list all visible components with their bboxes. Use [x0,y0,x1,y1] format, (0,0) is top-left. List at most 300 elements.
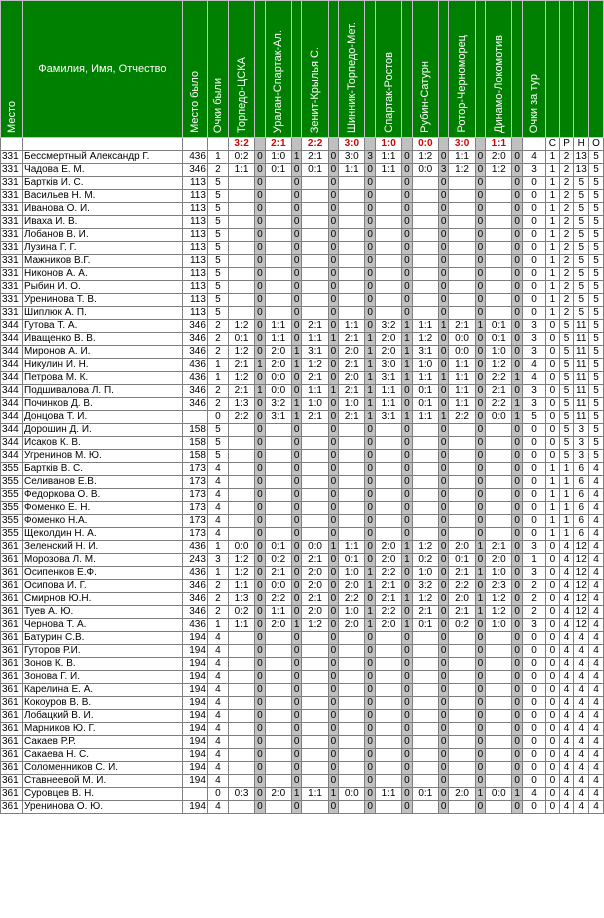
cell-prediction [375,216,401,229]
cell-match-points: 0 [365,593,376,606]
cell-match-points: 0 [255,684,266,697]
cell-match-points: 0 [512,385,523,398]
cell-prediction [265,424,291,437]
cell-prediction [449,281,475,294]
cell-prev-points: 3 [207,554,228,567]
cell-prediction [302,749,328,762]
cell-prediction: 2:0 [302,580,328,593]
cell-match-points: 0 [291,333,302,346]
cell-match-points: 0 [328,294,339,307]
cell-prediction [375,736,401,749]
table-row [1,359,604,372]
cell-match-points: 0 [328,502,339,515]
cell-match-points: 1 [402,320,413,333]
cell-prediction: 1:2 [486,359,512,372]
cell-prev-points: 4 [207,463,228,476]
cell-stat: 5 [559,359,574,372]
cell-match-points: 0 [365,294,376,307]
cell-match-points: 0 [438,710,449,723]
stat-header-o: О [589,138,604,151]
cell-match-points: 0 [328,307,339,320]
cell-match-points: 0 [438,619,449,632]
cell-match-points: 0 [438,801,449,814]
cell-prediction: 2:2 [486,398,512,411]
cell-prev-place: 194 [182,801,207,814]
cell-prediction [412,671,438,684]
cell-stat: 5 [589,281,604,294]
cell-match-points: 0 [512,645,523,658]
cell-tour-points: 0 [522,515,545,528]
cell-match-points: 0 [291,229,302,242]
cell-prediction: 1:2 [486,606,512,619]
cell-match-points: 0 [512,502,523,515]
cell-stat: 4 [589,645,604,658]
cell-place: 361 [1,723,23,736]
cell-match-points: 0 [475,723,486,736]
cell-match-points: 0 [328,658,339,671]
cell-prediction [486,645,512,658]
cell-prev-place: 346 [182,593,207,606]
cell-prediction [375,658,401,671]
cell-name: Никулин И. Н. [23,359,183,372]
cell-stat: 4 [589,619,604,632]
cell-prediction: 1:1 [228,619,254,632]
cell-stat: 4 [589,528,604,541]
cell-match-points: 0 [402,268,413,281]
cell-prediction [375,307,401,320]
cell-prediction [412,242,438,255]
header-match-3: Зенит-Крылья С. [309,46,322,133]
cell-prediction [449,775,475,788]
table-row [1,216,604,229]
cell-place: 361 [1,788,23,801]
cell-prediction [412,762,438,775]
cell-prediction: 1:3 [228,593,254,606]
cell-prediction [412,476,438,489]
table-row [1,736,604,749]
cell-stat: 13 [575,164,587,175]
cell-match-points: 0 [255,502,266,515]
result-7: 3:0 [449,138,475,151]
cell-match-points: 0 [438,255,449,268]
cell-stat: 5 [559,333,574,346]
cell-prediction [412,177,438,190]
cell-prediction [412,658,438,671]
cell-stat: 11 [574,411,589,424]
cell-stat: 4 [559,697,574,710]
cell-match-points: 0 [512,554,523,567]
cell-stat: 5 [589,359,604,372]
cell-prediction: 3:2 [412,580,438,593]
cell-match-points: 0 [475,424,486,437]
cell-prev-place: 194 [182,671,207,684]
cell-prev-place: 113 [182,203,207,216]
cell-match-points: 0 [438,632,449,645]
cell-prev-points: 2 [207,164,228,177]
cell-prediction: 1:1 [375,385,401,398]
table-body [1,151,604,814]
cell-match-points: 0 [255,723,266,736]
cell-tour-points: 3 [522,164,545,177]
cell-prediction: 2:1 [302,593,328,606]
cell-match-points: 0 [291,281,302,294]
cell-match-points: 0 [475,450,486,463]
cell-prediction: 1:0 [265,151,291,164]
cell-stat: 4 [589,567,604,580]
cell-match-points: 0 [438,671,449,684]
cell-prediction [339,476,365,489]
cell-prediction: 2:0 [302,567,328,580]
cell-prediction [449,723,475,736]
cell-prev-points: 5 [207,255,228,268]
cell-prev-place: 173 [182,476,207,489]
cell-stat: 12 [575,541,587,552]
cell-prediction: 2:1 [265,567,291,580]
cell-prediction [265,476,291,489]
cell-prev-points: 2 [207,346,228,359]
cell-match-points: 0 [402,463,413,476]
cell-stat: 1 [559,502,574,515]
cell-stat: 0 [546,450,560,463]
cell-prev-place: 113 [182,281,207,294]
cell-stat: 1 [559,515,574,528]
cell-stat: 5 [559,385,574,398]
cell-prediction [412,424,438,437]
cell-prediction [302,801,328,814]
cell-stat: 5 [589,268,604,281]
cell-prediction [375,528,401,541]
cell-prediction [265,515,291,528]
cell-prediction [228,671,254,684]
cell-match-points: 0 [475,632,486,645]
cell-stat: 5 [574,190,589,203]
cell-place: 361 [1,762,23,775]
cell-stat: 5 [589,372,604,385]
cell-prediction: 2:1 [375,593,401,606]
table-row [1,164,604,177]
cell-prev-place: 346 [182,606,207,619]
cell-match-points: 0 [475,307,486,320]
cell-match-points: 0 [512,190,523,203]
cell-prediction [449,203,475,216]
cell-match-points: 0 [512,294,523,307]
cell-match-points: 1 [512,398,523,411]
cell-prediction [228,658,254,671]
cell-stat: 6 [574,463,589,476]
cell-stat: 12 [575,606,587,617]
cell-match-points: 0 [291,736,302,749]
cell-prev-points: 4 [207,671,228,684]
cell-prediction [302,684,328,697]
cell-prediction [375,242,401,255]
cell-prediction [375,437,401,450]
cell-match-points: 0 [255,567,266,580]
cell-tour-points: 0 [522,775,545,788]
cell-prev-points: 2 [207,580,228,593]
cell-prediction: 0:2 [228,151,254,164]
cell-tour-points: 0 [522,502,545,515]
cell-match-points: 1 [402,411,413,424]
cell-prediction [339,502,365,515]
table-row [1,281,604,294]
cell-name: Зеленский Н. И. [23,541,183,554]
header-prev-points: Очки были [211,77,224,133]
cell-prediction [228,294,254,307]
cell-stat: 5 [574,229,589,242]
cell-match-points: 0 [255,372,266,385]
cell-prediction: 1:1 [375,398,401,411]
cell-prediction [375,671,401,684]
cell-match-points: 0 [365,437,376,450]
cell-prediction: 2:0 [486,554,512,567]
cell-prediction [412,437,438,450]
cell-match-points: 0 [438,762,449,775]
cell-match-points: 0 [328,164,339,177]
cell-match-points: 0 [438,749,449,762]
header-match-6: Рубин-Сатурн [419,61,432,133]
cell-prediction [449,268,475,281]
header-prev-place: Место было [188,71,201,133]
cell-match-points: 0 [402,437,413,450]
cell-stat: 4 [559,606,574,619]
cell-match-points: 0 [255,554,266,567]
cell-match-points: 0 [475,255,486,268]
cell-prediction [302,268,328,281]
cell-prediction: 0:1 [486,333,512,346]
cell-stat: 5 [589,333,604,346]
cell-prev-place: 346 [182,580,207,593]
cell-match-points: 0 [438,788,449,801]
cell-prediction [339,645,365,658]
cell-prediction: 1:1 [449,151,475,164]
cell-match-points: 0 [402,476,413,489]
cell-match-points: 1 [512,788,523,801]
cell-match-points: 0 [291,775,302,788]
table-row [1,762,604,775]
cell-prediction: 1:1 [375,151,401,164]
cell-prediction: 2:2 [228,411,254,424]
cell-tour-points: 3 [522,541,545,554]
cell-prev-points: 2 [207,320,228,333]
cell-prediction: 1:2 [486,593,512,606]
cell-stat: 5 [559,437,574,450]
cell-prev-points: 2 [207,385,228,398]
cell-name: Сакаев Р.Р. [23,736,183,749]
cell-match-points: 1 [255,385,266,398]
cell-prediction: 1:2 [228,372,254,385]
cell-match-points: 0 [438,424,449,437]
cell-match-points: 0 [291,476,302,489]
cell-stat: 6 [574,528,589,541]
cell-prediction [412,203,438,216]
table-row [1,801,604,814]
cell-prev-place: 436 [182,359,207,372]
header-row [1,1,604,138]
cell-match-points: 0 [365,515,376,528]
cell-match-points: 0 [438,658,449,671]
cell-place: 344 [1,372,23,385]
cell-prediction: 1:0 [339,398,365,411]
cell-match-points: 1 [291,398,302,411]
cell-match-points: 0 [475,177,486,190]
cell-match-points: 0 [255,294,266,307]
cell-match-points: 0 [512,697,523,710]
cell-stat: 5 [559,424,574,437]
cell-match-points: 0 [328,723,339,736]
cell-prediction [228,632,254,645]
cell-place: 361 [1,606,23,619]
cell-place: 361 [1,567,23,580]
cell-match-points: 0 [512,619,523,632]
cell-match-points: 0 [402,645,413,658]
cell-place: 361 [1,541,23,554]
cell-stat: 2 [559,203,574,216]
cell-prediction [486,658,512,671]
cell-stat: 1 [546,528,560,541]
cell-prediction [375,424,401,437]
cell-match-points: 0 [438,281,449,294]
cell-match-points: 0 [291,372,302,385]
cell-match-points: 0 [512,749,523,762]
cell-match-points: 0 [328,684,339,697]
table-row [1,580,604,593]
cell-prev-points: 5 [207,437,228,450]
cell-prediction [302,294,328,307]
cell-match-points: 1 [365,580,376,593]
cell-prediction [486,775,512,788]
table-row [1,424,604,437]
cell-match-points: 0 [512,359,523,372]
cell-prediction [486,762,512,775]
cell-prediction: 1:0 [412,567,438,580]
cell-prediction: 2:0 [265,346,291,359]
cell-prediction: 1:2 [412,593,438,606]
cell-match-points: 0 [402,697,413,710]
cell-match-points: 0 [328,450,339,463]
cell-match-points: 0 [328,749,339,762]
cell-prediction [449,502,475,515]
cell-match-points: 0 [512,346,523,359]
cell-match-points: 0 [475,463,486,476]
cell-match-points: 0 [255,632,266,645]
cell-stat: 5 [574,242,589,255]
cell-prediction: 1:0 [302,398,328,411]
cell-stat: 1 [546,216,560,229]
cell-stat: 4 [559,801,574,814]
cell-tour-points: 0 [522,645,545,658]
cell-match-points: 0 [402,203,413,216]
cell-name: Щеколдин Н. А. [23,528,183,541]
cell-stat: 4 [589,684,604,697]
cell-tour-points: 0 [522,528,545,541]
cell-match-points: 0 [255,307,266,320]
cell-stat: 5 [589,450,604,463]
cell-match-points: 0 [402,632,413,645]
cell-prediction [228,710,254,723]
cell-match-points: 1 [365,333,376,346]
cell-stat: 4 [589,606,604,619]
cell-match-points: 0 [328,489,339,502]
cell-prediction [486,294,512,307]
cell-place: 355 [1,476,23,489]
cell-name: Зонова Г. И. [23,671,183,684]
cell-match-points: 0 [438,294,449,307]
cell-prediction: 2:0 [265,788,291,801]
cell-match-points: 0 [365,177,376,190]
cell-place: 344 [1,359,23,372]
cell-match-points: 0 [512,268,523,281]
cell-match-points: 0 [438,216,449,229]
cell-match-points: 1 [328,385,339,398]
cell-match-points: 0 [291,242,302,255]
cell-match-points: 1 [475,788,486,801]
cell-prediction: 2:0 [375,346,401,359]
cell-place: 331 [1,294,23,307]
cell-prediction [302,502,328,515]
cell-prediction [302,476,328,489]
cell-tour-points: 0 [522,203,545,216]
cell-prediction: 2:2 [339,593,365,606]
cell-prediction [228,255,254,268]
cell-prediction [486,489,512,502]
cell-stat: 5 [589,177,604,190]
cell-match-points: 0 [365,502,376,515]
cell-prediction: 1:1 [265,606,291,619]
stat-header-s: С [546,138,560,151]
cell-match-points: 0 [402,489,413,502]
cell-name: Васильев Н. М. [23,190,183,203]
cell-match-points: 0 [438,697,449,710]
cell-match-points: 1 [475,593,486,606]
cell-match-points: 0 [402,684,413,697]
cell-match-points: 0 [255,333,266,346]
cell-match-points: 1 [328,541,339,554]
cell-prediction: 1:2 [228,320,254,333]
cell-name: Батурин С.В. [23,632,183,645]
cell-match-points: 0 [365,632,376,645]
cell-stat: 4 [574,684,589,697]
cell-prediction [302,190,328,203]
cell-prediction [375,229,401,242]
table-row [1,515,604,528]
cell-prediction: 2:3 [486,580,512,593]
cell-tour-points: 3 [522,385,545,398]
cell-match-points: 0 [255,177,266,190]
cell-prev-points: 4 [207,801,228,814]
cell-match-points: 0 [438,229,449,242]
cell-stat: 1 [546,151,560,164]
cell-tour-points: 0 [522,450,545,463]
cell-prediction [265,450,291,463]
cell-prediction: 3:1 [412,346,438,359]
cell-prediction: 1:1 [449,385,475,398]
cell-match-points: 0 [475,801,486,814]
cell-match-points: 0 [512,177,523,190]
cell-prediction [486,528,512,541]
cell-match-points: 0 [291,658,302,671]
cell-tour-points: 2 [522,580,545,593]
cell-prediction: 1:1 [375,788,401,801]
cell-prediction: 2:0 [339,580,365,593]
cell-prediction [265,528,291,541]
cell-prev-points: 1 [207,359,228,372]
cell-prediction [412,736,438,749]
cell-match-points: 0 [512,580,523,593]
cell-stat: 3 [574,450,589,463]
cell-tour-points: 0 [522,762,545,775]
cell-name: Подшивалова Л. П. [23,385,183,398]
cell-place: 361 [1,580,23,593]
